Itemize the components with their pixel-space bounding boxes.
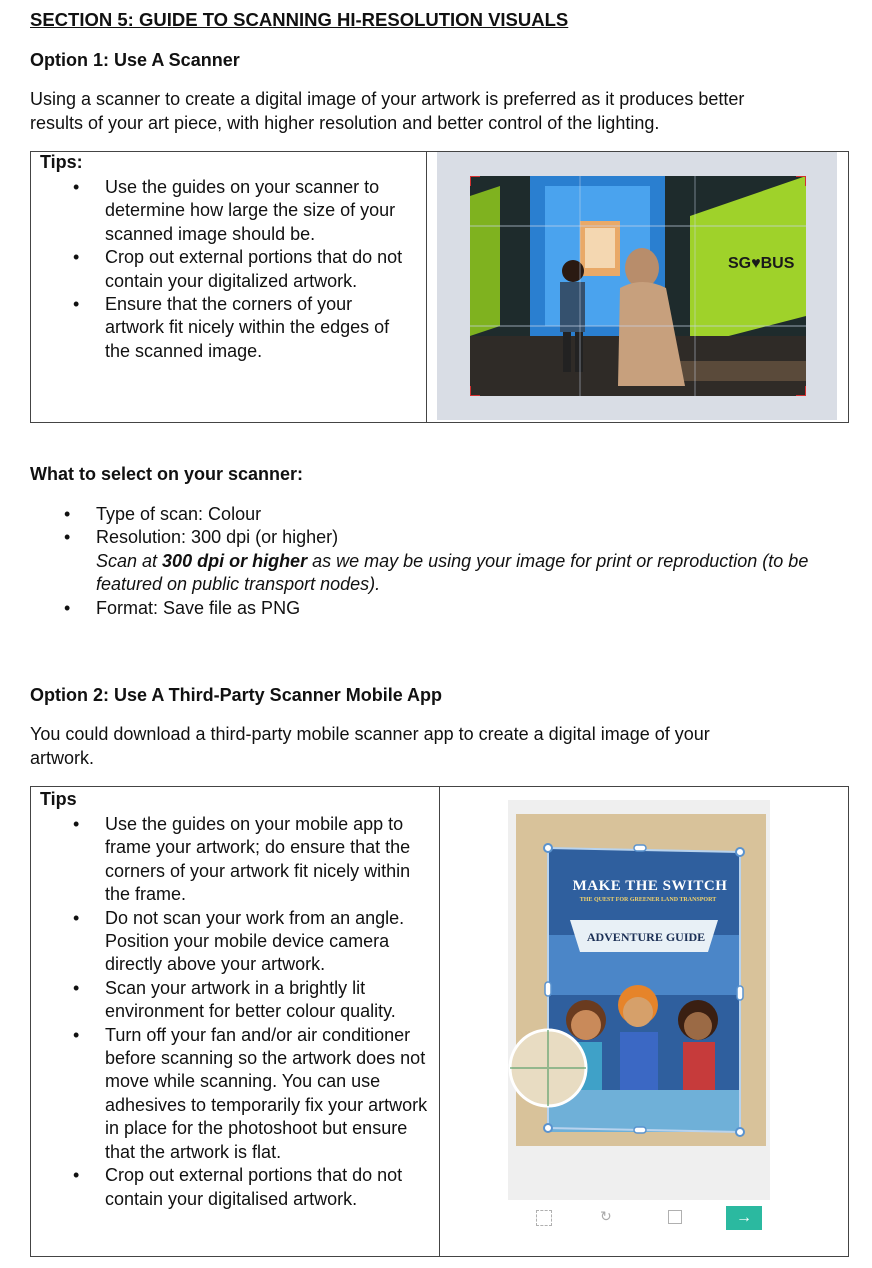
list-item: • Crop out external portions that do not contain your digitalized artwork.: [105, 246, 415, 293]
option2-intro: [30, 722, 860, 770]
scanner-select-title: What to select on your scanner:: [30, 464, 304, 484]
list-item: • Type of scan: Colour: [96, 503, 856, 526]
cover-subtitle: THE QUEST FOR GREENER LAND TRANSPORT: [579, 897, 717, 903]
table-divider: [426, 152, 427, 422]
scanner-preview-photo: [437, 152, 837, 420]
mobile-scanner-screenshot: [508, 800, 770, 1200]
resolution-text: Resolution: 300 dpi (or higher): [96, 527, 339, 548]
auto-crop-icon[interactable]: [536, 1210, 552, 1226]
option1-tips-list: [105, 176, 415, 363]
note-post: as we may be using your image for print or reproduction (to be featured on public transport nodes).: [96, 550, 809, 595]
option2-tips-title: Tips: [40, 789, 77, 809]
scanner-select-list: [96, 503, 856, 620]
list-item: • Ensure that the corners of your artwork fit nicely within the edges of the scanned image.: [105, 293, 415, 363]
option2-intro-line1: You could download a third-party mobile scanner app to create a digital image of your: [30, 724, 710, 744]
crop-icon[interactable]: [668, 1210, 682, 1224]
list-item: [96, 526, 856, 596]
list-item: • Use the guides on your mobile app to frame your artwork; do ensure that the corners of your artwork fit nicely within the frame.: [105, 813, 435, 907]
option1-intro-line2: results of your art piece, with higher resolution and better control of the lighting.: [30, 113, 660, 133]
scanned-image: [470, 176, 806, 396]
scanner-app-toolbar: [508, 1202, 770, 1238]
scanned-photo-illustration: [470, 176, 806, 396]
list-item: • Use the guides on your scanner to determine how large the size of your scanned image should be.: [105, 176, 415, 246]
list-item: • Turn off your fan and/or air conditioner before scanning so the artwork does not move while scanning. You can use adhesives to temporarily fix your artwork in place for the photoshoot but ensure that the artwork is flat.: [105, 1024, 435, 1164]
option2-tips-list: [105, 813, 435, 1211]
scanned-cover-illustration: [508, 800, 770, 1200]
note-bold: 300 dpi or higher: [162, 550, 308, 571]
list-item: • Format: Save file as PNG: [96, 597, 856, 620]
option1-tips-title: Tips:: [40, 152, 83, 172]
resolution-note: [96, 550, 856, 597]
list-item: • Do not scan your work from an angle. Position your mobile device camera directly above your artwork.: [105, 907, 435, 977]
option1-intro-line1: Using a scanner to create a digital image of your artwork is preferred as it produces better: [30, 89, 745, 109]
rotate-icon[interactable]: ↻: [600, 1208, 612, 1224]
cover-banner: ADVENTURE GUIDE: [586, 930, 706, 944]
cover-title: MAKE THE SWITCH: [572, 878, 728, 894]
option2-intro-line2: artwork.: [30, 748, 95, 768]
section-title: SECTION 5: GUIDE TO SCANNING HI-RESOLUTION VISUALS: [30, 9, 569, 30]
next-button[interactable]: →: [726, 1206, 762, 1230]
option2-title: Option 2: Use A Third-Party Scanner Mobile App: [30, 685, 443, 705]
list-item: • Scan your artwork in a brightly lit environment for better colour quality.: [105, 977, 435, 1024]
note-pre: Scan at: [96, 550, 163, 571]
table-divider: [439, 787, 440, 1256]
option1-intro: [30, 87, 860, 135]
sg-bus-logo: SG♥BUS: [728, 255, 795, 272]
list-item: • Crop out external portions that do not contain your digitalised artwork.: [105, 1164, 435, 1211]
option1-title: Option 1: Use A Scanner: [30, 50, 240, 70]
